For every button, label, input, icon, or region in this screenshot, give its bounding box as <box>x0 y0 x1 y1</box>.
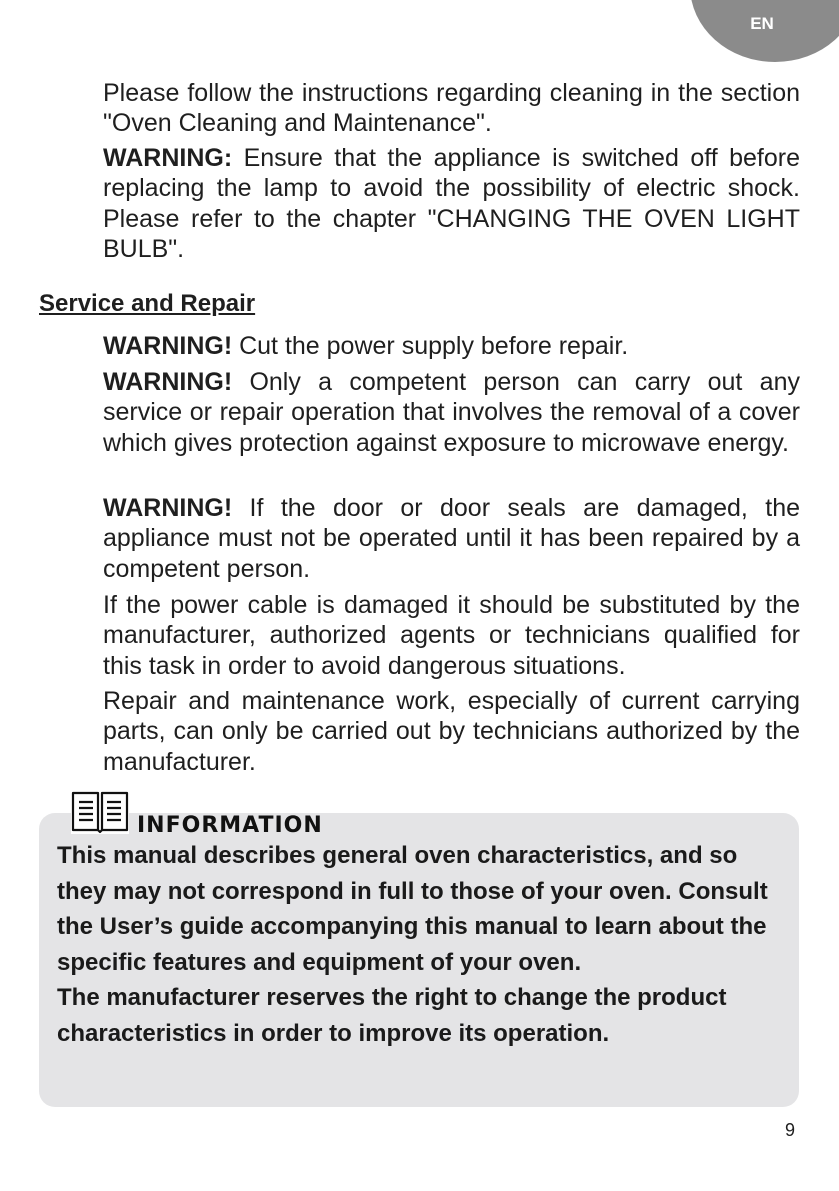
section-heading: Service and Repair <box>39 290 256 317</box>
warning-text: If the door or door seals are damaged, the appliance must not be operated until it has been repaired by a competent person. <box>103 494 800 583</box>
power-cable-note: If the power cable is damaged it should be substituted by the manufacturer, authorized agents or technicians qualified for this task in order to avoid dangerous situations. <box>103 591 800 680</box>
warning-door-seals <box>103 493 800 584</box>
warning-competent-person <box>103 367 800 458</box>
information-paragraph: This manual describes general oven characteristics, and so they may not correspond in full to those of your oven. Consult the User’s guide accompanying this manual to learn about the specific features and equipment of your oven. <box>57 842 768 976</box>
warning-label: WARNING! <box>103 368 233 396</box>
warning-label: WARNING! <box>103 494 233 522</box>
information-title: INFORMATION <box>137 813 323 838</box>
information-paragraph: The manufacturer reserves the right to change the product characteristics in order to improve its operation. <box>57 984 727 1047</box>
page-number: 9 <box>785 1120 796 1140</box>
warning-label: WARNING: <box>103 144 233 172</box>
cleaning-note: Please follow the instructions regarding cleaning in the section "Oven Cleaning and Maintenance". <box>103 79 800 138</box>
warning-label: WARNING! <box>103 332 233 360</box>
lamp-warning-text: Ensure that the appliance is switched off before replacing the lamp to avoid the possibility of electric shock. Please refer to the chapter "CHANGING THE OVEN LIGHT BULB". <box>103 144 800 264</box>
information-text <box>57 838 787 1052</box>
open-book-icon <box>71 790 129 834</box>
warning-power-supply <box>103 331 800 361</box>
warning-text: Cut the power supply before repair. <box>232 332 629 360</box>
lamp-warning <box>103 143 800 265</box>
language-label: EN <box>750 14 774 33</box>
repair-work-note: Repair and maintenance work, especially of current carrying parts, can only be carried out by technicians authorized by the manufacturer. <box>103 687 800 776</box>
warning-text: Only a competent person can carry out any service or repair operation that involves the removal of a cover which gives protection against exposure to microwave energy. <box>103 368 800 457</box>
